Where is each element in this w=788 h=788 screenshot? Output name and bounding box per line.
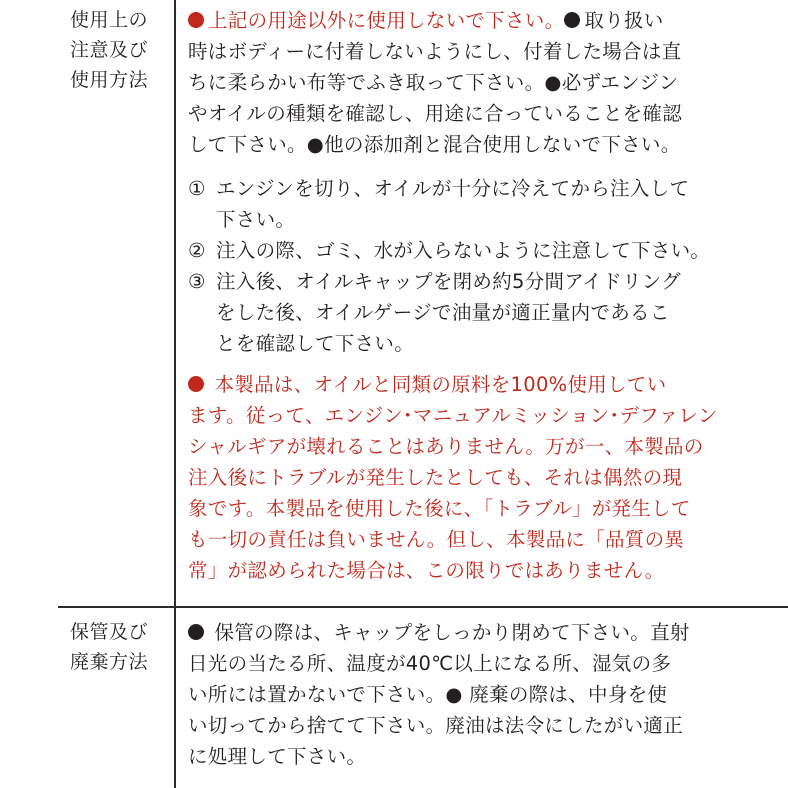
label-line: 注意及び	[70, 39, 149, 61]
notice-line: 象です。本製品を使用した後に、「トラブル」が発生して	[188, 497, 691, 520]
notice-line: 注入後にトラブルが発生したとしても、それは偶然の現	[188, 466, 683, 489]
label-line: 使用方法	[70, 69, 149, 91]
step-number: ①	[188, 177, 206, 200]
bullet-icon	[564, 12, 580, 28]
warning-red-text: 上記の用途以外に使用しないで下さい。	[208, 9, 565, 32]
column-divider	[174, 0, 176, 788]
usage-steps-list	[188, 173, 778, 359]
storage-line: に処理して下さい。	[188, 745, 367, 768]
warning-line	[188, 5, 778, 36]
notice-line	[188, 369, 778, 400]
label-line: 使用上の	[70, 9, 149, 31]
notice-line: ます。従って、エンジン･マニュアルミッション･デファレン	[188, 404, 718, 427]
step-number: ②	[188, 239, 206, 262]
storage-line: い所には置かないで下さい。● 廃棄の際は、中身を使	[188, 683, 668, 706]
usage-warning-block	[188, 5, 778, 160]
step-line: とを確認して下さい。	[216, 332, 415, 355]
warning-line: やオイルの種類を確認し、用途に合っていることを確認	[188, 102, 683, 125]
notice-line: シャルギアが壊れることはありません。万が一、本製品の	[188, 435, 704, 458]
label-line: 保管及び	[70, 621, 149, 643]
step-number: ③	[188, 270, 206, 293]
storage-line: 日光の当たる所、温度が40℃以上になる所、湿気の多	[188, 652, 672, 675]
notice-line: も一切の責任は負いません。但し、本製品に「品質の異	[188, 528, 685, 551]
storage-line: い切ってから捨てて下さい。廃油は法令にしたがい適正	[188, 714, 684, 737]
step-line: 注入の際、ゴミ、水が入らないように注意して下さい。	[216, 239, 711, 262]
step-line: 注入後、オイルキャップを閉め約5分間アイドリング	[216, 270, 681, 293]
warning-text: 取り扱い	[584, 9, 664, 32]
storage-section-label	[70, 617, 170, 677]
notice-text: 本製品は、オイルと同類の原料を100%使用してい	[214, 373, 667, 396]
step-line: 下さい。	[216, 208, 296, 231]
storage-line	[188, 617, 778, 648]
warning-line: ちに柔らかい布等でふき取って下さい。●必ずエンジン	[188, 71, 679, 94]
storage-disposal-block	[188, 617, 778, 772]
storage-text: 保管の際は、キャップをしっかり閉めて下さい。直射	[214, 621, 690, 644]
usage-section-label	[70, 5, 170, 95]
usage-notice-block	[188, 369, 778, 586]
red-bullet-icon	[188, 376, 204, 392]
notice-line: 常」が認められた場合は、この限りではありません。	[188, 559, 665, 582]
step-item	[188, 235, 778, 266]
step-item	[188, 173, 778, 235]
warning-line: 時はボディーに付着しないようにし、付着した場合は直	[188, 40, 682, 63]
step-line: エンジンを切り、オイルが十分に冷えてから注入して	[216, 177, 690, 200]
label-line: 廃棄方法	[70, 651, 149, 673]
step-line: をした後、オイルゲージで油量が適正量内であるこ	[216, 301, 670, 324]
step-item	[188, 266, 778, 359]
bullet-icon	[188, 624, 204, 640]
red-bullet-icon	[188, 12, 204, 28]
warning-line: して下さい。●他の添加剤と混合使用しないで下さい。	[188, 133, 681, 156]
row-divider	[58, 606, 788, 608]
